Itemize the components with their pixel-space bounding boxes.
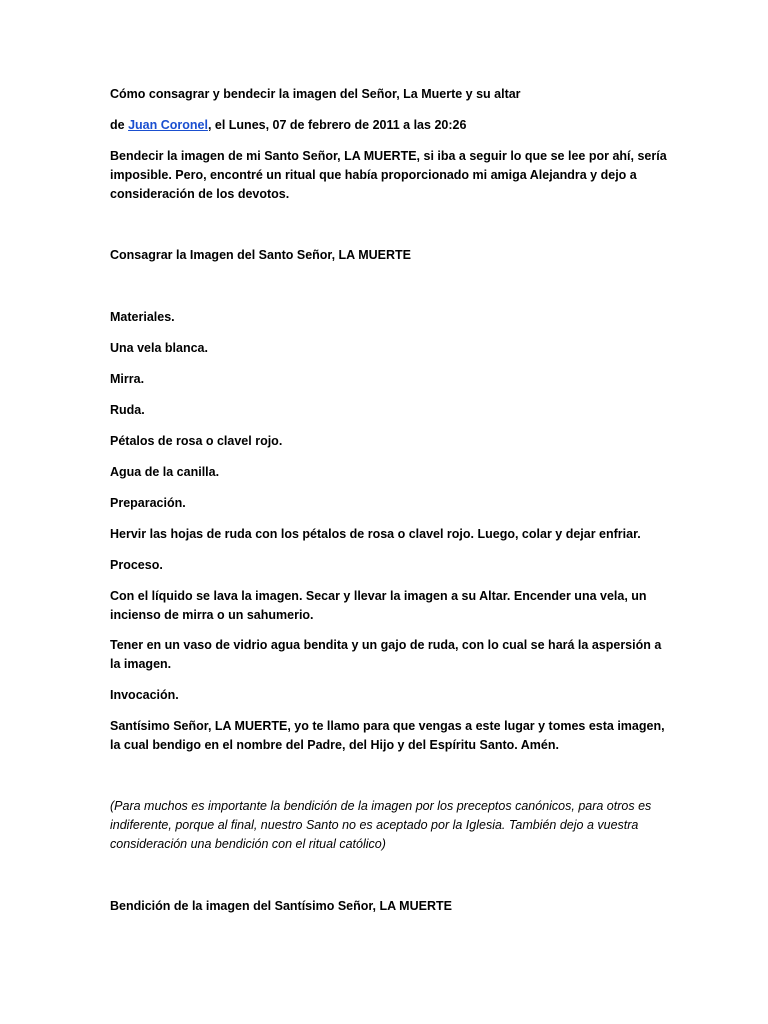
byline: [110, 116, 670, 135]
material-item: Mirra.: [110, 372, 145, 386]
preparation-heading: Preparación.: [110, 496, 186, 510]
process-text: Con el líquido se lava la imagen. Secar y llevar la imagen a su Altar. Encender una vela, un incienso de mirra o un sahumerio.: [110, 589, 647, 622]
author-link[interactable]: Juan Coronel: [128, 118, 208, 132]
invocation-text: Santísimo Señor, LA MUERTE, yo te llamo para que vengas a este lugar y tomes esta imagen, la cual bendigo en el nombre del Padre, del Hijo y del Espíritu Santo. Amén.: [110, 719, 665, 752]
invocation-heading: Invocación.: [110, 688, 179, 702]
process-heading: Proceso.: [110, 558, 163, 572]
section2-heading: Bendición de la imagen del Santísimo Señor, LA MUERTE: [110, 899, 452, 913]
section1-heading: Consagrar la Imagen del Santo Señor, LA MUERTE: [110, 248, 411, 262]
document-page: [110, 0, 670, 1024]
preparation-text: Hervir las hojas de ruda con los pétalos de rosa o clavel rojo. Luego, colar y dejar enfriar.: [110, 527, 641, 541]
document-title: Cómo consagrar y bendecir la imagen del Señor, La Muerte y su altar: [110, 87, 521, 101]
material-item: Agua de la canilla.: [110, 465, 220, 479]
materials-heading: Materiales.: [110, 310, 175, 324]
intro-paragraph: Bendecir la imagen de mi Santo Señor, LA MUERTE, si iba a seguir lo que se lee por ahí, sería imposible. Pero, encontré un ritual que había proporcionado mi amiga Alejandra y dejo a consideración de los devotos.: [110, 149, 667, 201]
process-text: Tener en un vaso de vidrio agua bendita y un gajo de ruda, con lo cual se hará la aspersión a la imagen.: [110, 638, 662, 671]
byline-date: , el Lunes, 07 de febrero de 2011 a las 20:26: [207, 118, 467, 132]
note-paragraph: (Para muchos es importante la bendición de la imagen por los preceptos canónicos, para otros es indiferente, porque al final, nuestro Santo no es aceptado por la Iglesia. También dejo a vuestra consideración una bendición con el ritual católico): [110, 799, 652, 851]
material-item: Pétalos de rosa o clavel rojo.: [110, 434, 283, 448]
material-item: Una vela blanca.: [110, 341, 208, 355]
material-item: Ruda.: [110, 403, 145, 417]
byline-prefix: de: [110, 118, 129, 132]
